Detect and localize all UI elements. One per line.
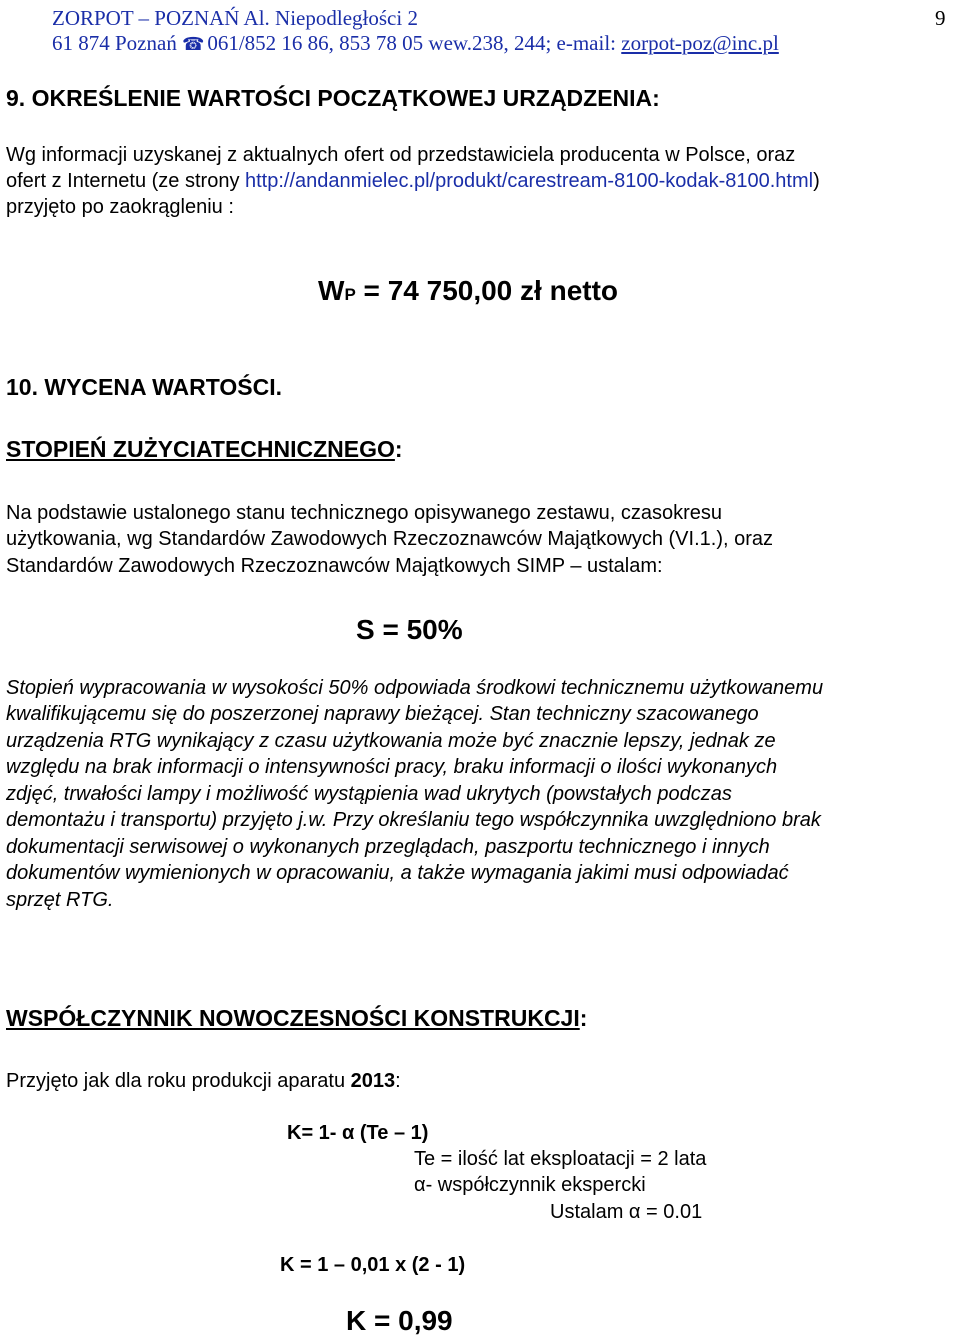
- header-email-link[interactable]: zorpot-poz@inc.pl: [621, 31, 779, 55]
- production-year-colon: :: [395, 1070, 401, 1092]
- modernity-heading-text: WSPÓŁCZYNNIK NOWOCZESNOŚCI KONSTRUKCJI: [6, 1005, 580, 1031]
- wear-italic-line-9: sprzęt RTG.: [6, 889, 114, 911]
- wear-italic-line-4: względu na brak informacji o intensywności pracy, braku informacji o ilości wykonanych: [6, 756, 778, 778]
- telephone-icon: ☎: [182, 34, 205, 55]
- wear-italic-line-5: zdjęć, trwałości lampy i możliwość wystąpienia wad ukrytych (powstałych podczas: [6, 783, 732, 805]
- initial-value-formula: [318, 275, 618, 307]
- wear-italic-line-2: kwalifikującemu się do poszerzonej naprawy bieżącej. Stan techniczny szacowanego: [6, 703, 759, 725]
- wear-para-line-2: użytkowania, wg Standardów Zawodowych Rzeczoznawców Majątkowych (VI.1.), oraz: [6, 528, 773, 550]
- source-link[interactable]: http://andanmielec.pl/produkt/carestream-8100-kodak-8100.html: [245, 170, 814, 192]
- modernity-heading: [6, 1005, 587, 1032]
- wear-heading: [6, 436, 403, 463]
- modernity-result: K = 0,99: [346, 1305, 453, 1336]
- wear-italic-line-1: Stopień wypracowania w wysokości 50% odpowiada środkowi technicznemu użytkowanemu: [6, 677, 824, 699]
- header-address-line: ZORPOT – POZNAŃ Al. Niepodległości 2: [52, 6, 418, 30]
- modernity-formula: K= 1- α (Te – 1): [287, 1122, 429, 1144]
- wear-para-line-1: Na podstawie ustalonego stanu technicznego opisywanego zestawu, czasokresu: [6, 502, 722, 524]
- header-city: 61 874 Poznań: [52, 31, 177, 55]
- wear-italic-line-8: dokumentów wymienionych w opracowaniu, a także wymagania jakimi musi odpowiadać: [6, 862, 789, 884]
- wear-heading-text: STOPIEŃ ZUŻYCIATECHNICZNEGO: [6, 436, 395, 462]
- section-9-line-2-pre: ofert z Internetu (ze strony: [6, 170, 240, 192]
- alpha-definition: α- współczynnik ekspercki: [414, 1174, 646, 1196]
- wear-value: S = 50%: [356, 614, 463, 645]
- wear-italic-line-7: dokumentacji serwisowej o wykonanych przeglądach, paszportu technicznego i innych: [6, 836, 770, 858]
- wp-symbol: W: [318, 275, 345, 306]
- section-9-line-3: przyjęto po zaokrągleniu :: [6, 196, 234, 218]
- production-year-line: [6, 1068, 401, 1094]
- wp-value: = 74 750,00 zł netto: [355, 275, 619, 306]
- wear-italic-line-6: demontażu i transportu) przyjęto j.w. Przy określaniu tego współczynnika uwzględniono brak: [6, 809, 821, 831]
- header-contact-line: [52, 31, 779, 57]
- section-9-heading: 9. OKREŚLENIE WARTOŚCI POCZĄTKOWEJ URZĄDZENIA:: [6, 85, 660, 111]
- section-10-heading: 10. WYCENA WARTOŚCI.: [6, 374, 283, 400]
- header-phones: 061/852 16 86, 853 78 05 wew.238, 244; e-mail:: [207, 31, 617, 55]
- production-year: 2013: [350, 1070, 396, 1092]
- wear-para-line-3: Standardów Zawodowych Rzeczoznawców Majątkowych SIMP – ustalam:: [6, 555, 663, 577]
- modernity-calculation: K = 1 – 0,01 x (2 - 1): [280, 1254, 466, 1276]
- wear-italic-line-3: urządzenia RTG wynikający z czasu użytkowania może być znacznie lepszy, jednak ze: [6, 730, 776, 752]
- section-9-line-2: [6, 168, 820, 194]
- alpha-value: Ustalam α = 0.01: [550, 1201, 703, 1223]
- wp-subscript: P: [344, 285, 356, 304]
- production-year-label: Przyjęto jak dla roku produkcji aparatu: [6, 1070, 351, 1092]
- section-9-line-1: Wg informacji uzyskanej z aktualnych ofert od przedstawiciela producenta w Polsce, oraz: [6, 144, 796, 166]
- te-definition: Te = ilość lat eksploatacji = 2 lata: [414, 1148, 707, 1170]
- wear-heading-colon: :: [394, 436, 403, 462]
- page-number: 9: [935, 6, 946, 30]
- modernity-heading-colon: :: [579, 1005, 588, 1031]
- section-9-line-2-post: ): [813, 170, 820, 192]
